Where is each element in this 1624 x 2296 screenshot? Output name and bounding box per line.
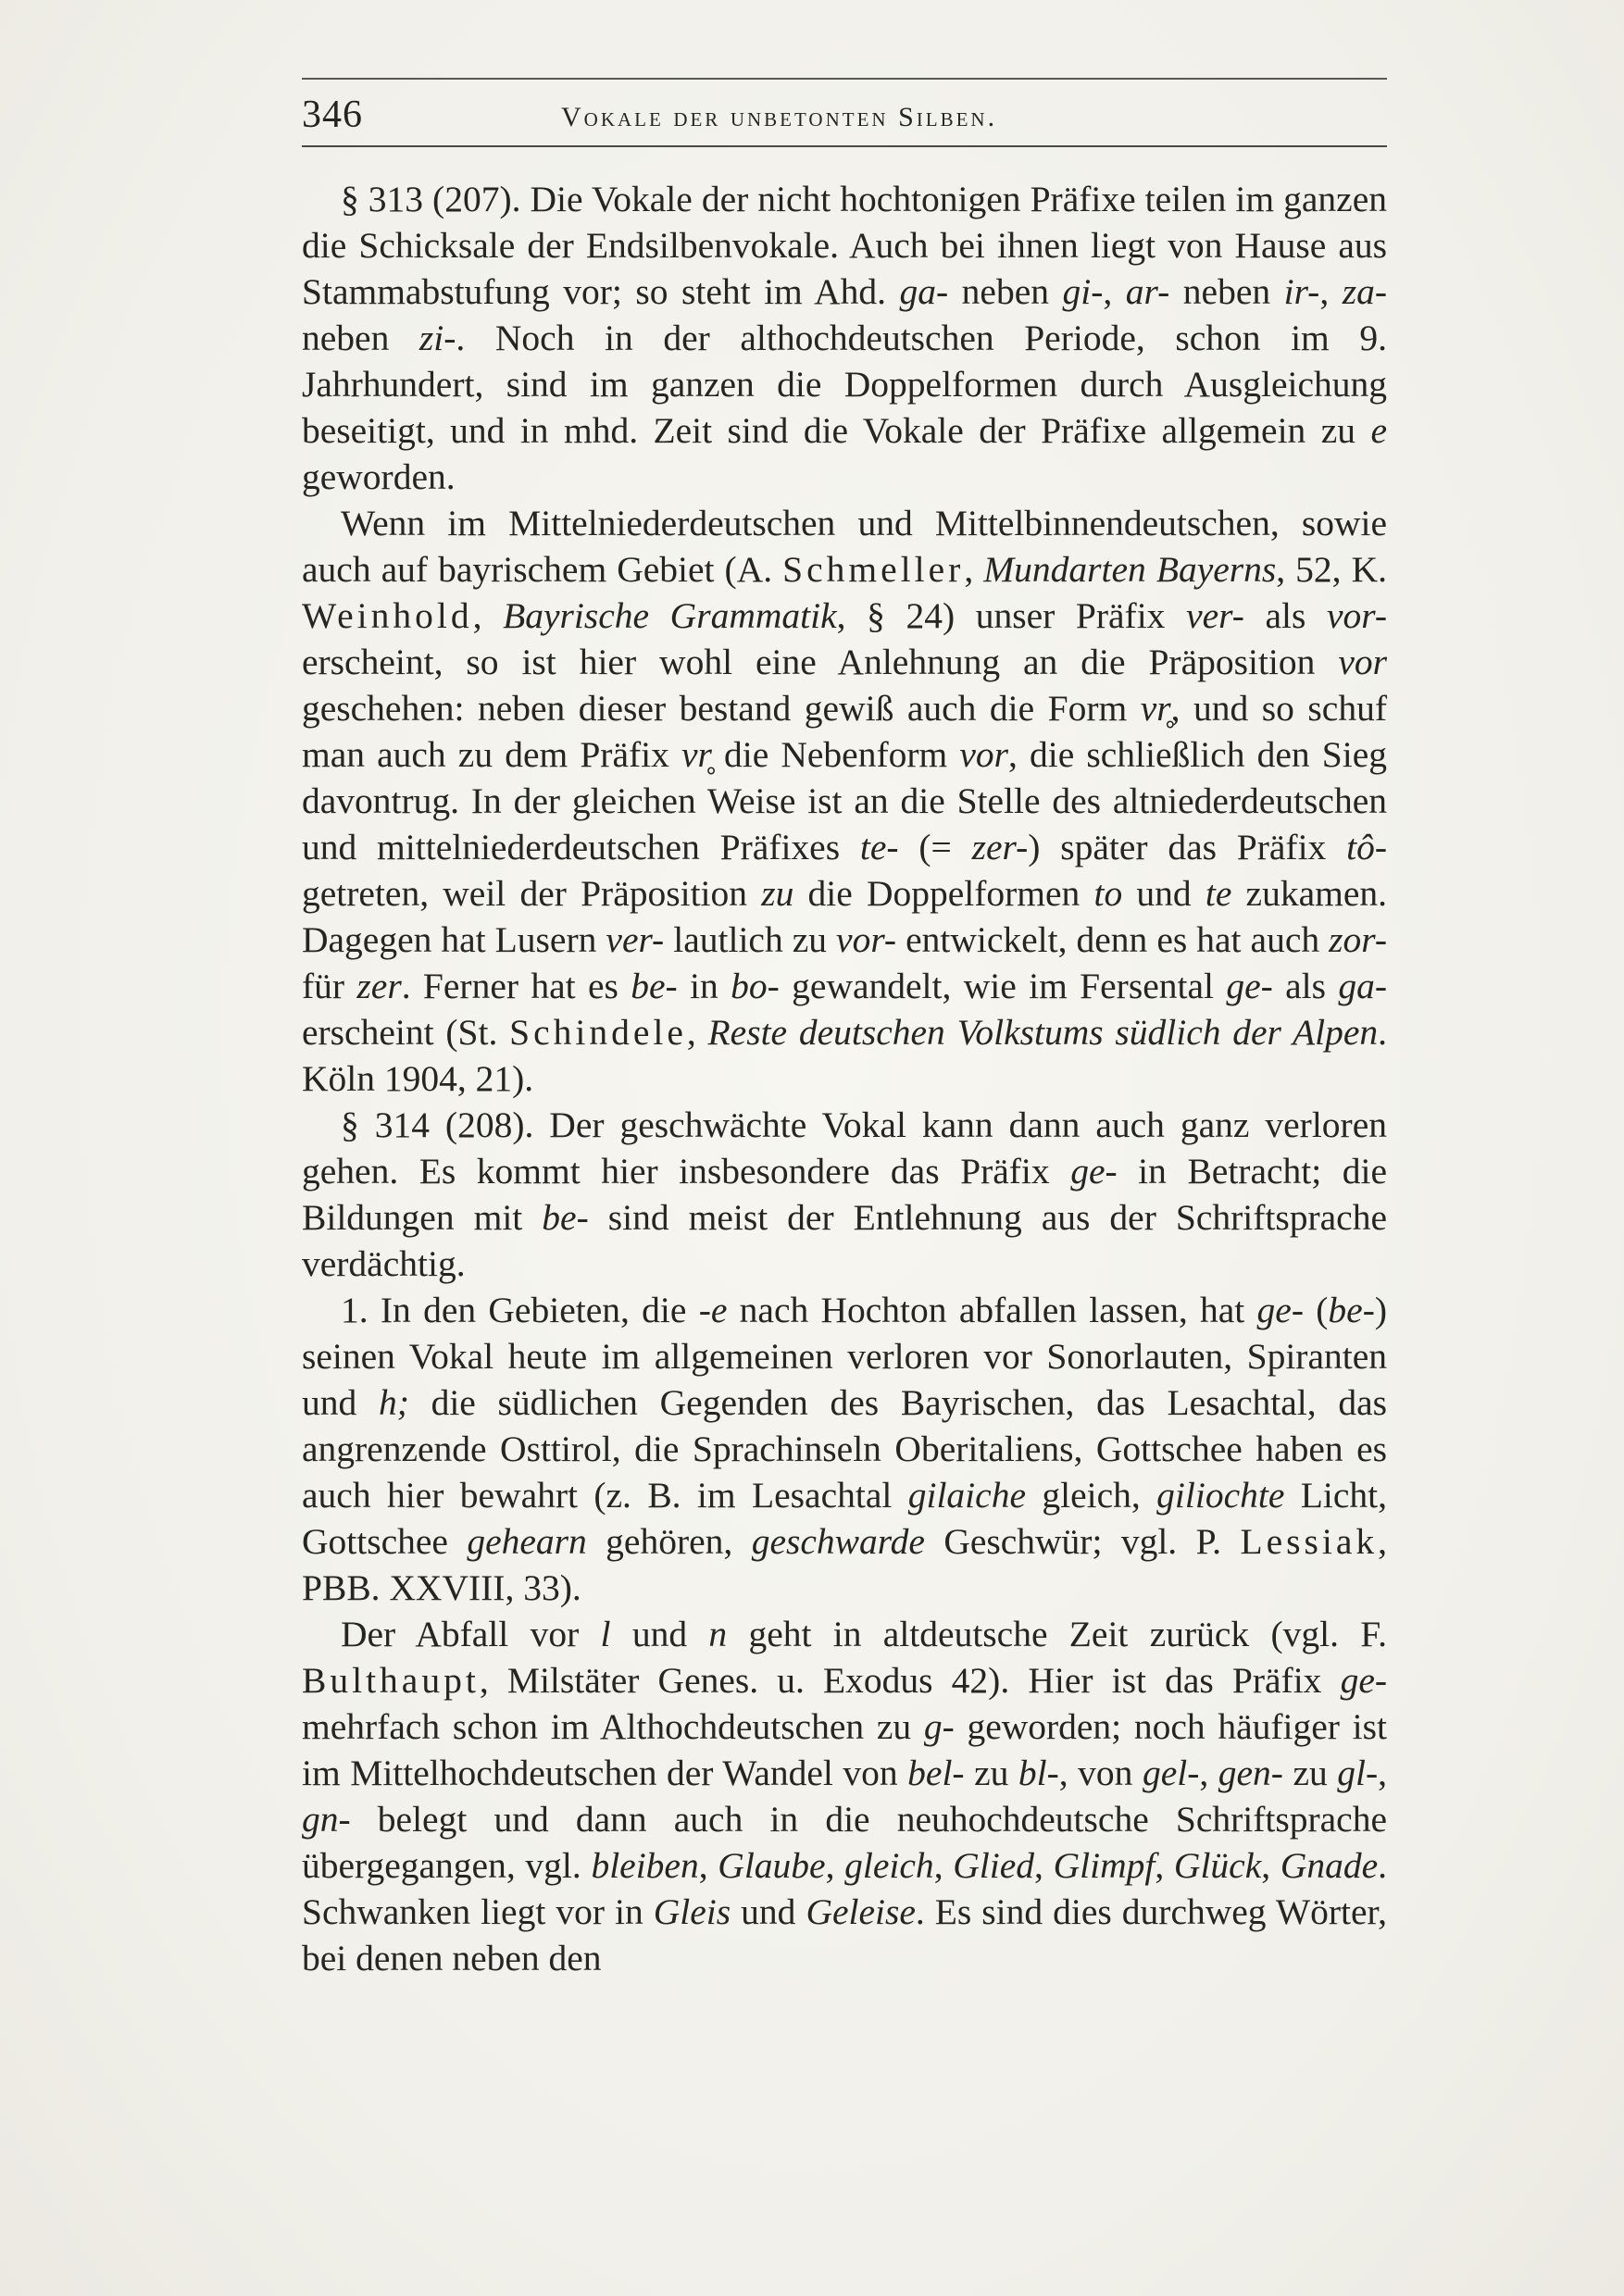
italic-term: vor bbox=[1338, 642, 1387, 682]
spaced-author-name: Lessiak bbox=[1240, 1521, 1379, 1562]
header-rule bbox=[302, 145, 1387, 147]
text-run: , PBB. XXVIII, 33). bbox=[302, 1521, 1387, 1608]
italic-term: Reste deutschen Volkstums südlich der Alpen bbox=[707, 1012, 1379, 1053]
italic-term: tô- bbox=[1346, 827, 1388, 867]
text-run: zu bbox=[1282, 1753, 1338, 1793]
paragraph bbox=[302, 500, 1387, 1102]
italic-term: e bbox=[1370, 410, 1387, 451]
text-run: . Schwanken liegt vor in bbox=[302, 1845, 1388, 1932]
text-run: , bbox=[472, 595, 504, 636]
top-rule bbox=[302, 78, 1387, 80]
italic-term: vr̥ bbox=[1140, 688, 1171, 729]
italic-term: gl- bbox=[1337, 1753, 1379, 1793]
text-run: zu bbox=[964, 1753, 1018, 1793]
italic-term: Glied bbox=[953, 1845, 1035, 1886]
text-run: geht in altdeutsche Zeit zurück (vgl. F. bbox=[727, 1614, 1387, 1654]
italic-term: Glaube bbox=[718, 1845, 826, 1886]
text-run: , bbox=[825, 1845, 845, 1886]
italic-term: Glück bbox=[1173, 1845, 1262, 1886]
italic-term: ge- bbox=[1340, 1660, 1387, 1701]
text-run: , bbox=[1378, 1753, 1388, 1793]
text-run: für bbox=[302, 966, 357, 1006]
italic-term: h; bbox=[378, 1382, 409, 1423]
text-run: . Ferner hat es bbox=[401, 966, 631, 1006]
italic-term: bel- bbox=[907, 1753, 965, 1793]
text-run: , bbox=[1199, 1753, 1218, 1793]
text-run: 1. In den Gebieten, die bbox=[341, 1290, 699, 1330]
italic-term: ver- bbox=[606, 919, 665, 960]
text-run: § 314 (208). Der geschwächte Vokal kann dann auch ganz verloren gehen. Es kommt hier insbesondere das Präfix bbox=[302, 1104, 1387, 1192]
running-head: Vokale der unbetonten Silben. bbox=[561, 102, 998, 132]
text-run: , bbox=[1103, 271, 1126, 312]
italic-term: vor bbox=[959, 734, 1009, 775]
text-run: nach Hochton abfallen lassen, hat bbox=[727, 1290, 1257, 1330]
text-run: , Milstäter Genes. u. Exodus 42). Hier ist das Präfix bbox=[479, 1660, 1341, 1701]
italic-term: bo- bbox=[731, 966, 780, 1006]
spaced-author-name: Bulthaupt bbox=[302, 1660, 480, 1701]
text-run: in Betracht; die Bildungen mit bbox=[302, 1151, 1388, 1238]
italic-term: geschwarde bbox=[751, 1521, 925, 1562]
paragraph bbox=[302, 1287, 1387, 1611]
italic-term: gilaiche bbox=[907, 1475, 1026, 1516]
text-run: Licht, Gottschee bbox=[302, 1475, 1387, 1562]
body-text bbox=[302, 176, 1387, 1981]
italic-term: to bbox=[1093, 873, 1123, 914]
italic-term: zi- bbox=[418, 318, 456, 358]
text-run: . Noch in der althochdeutschen Periode, schon im 9. Jahrhundert, sind im ganzen die Doppelformen durch Ausgleichung beseitigt, und in mhd. Zeit sind die Vokale der Präfixe allgemein zu bbox=[302, 318, 1387, 451]
italic-term: ga- bbox=[899, 271, 949, 312]
text-run: Der Abfall vor bbox=[341, 1614, 601, 1654]
text-run: als bbox=[1272, 966, 1339, 1006]
text-run: , bbox=[1319, 271, 1343, 312]
text-run: zukamen. Dagegen hat Lusern bbox=[302, 873, 1387, 960]
text-run: . Es sind dies durchweg Wörter, bei denen neben den bbox=[302, 1891, 1387, 1978]
text-run: gleich, bbox=[1025, 1475, 1157, 1516]
text-run: und bbox=[610, 1614, 709, 1654]
italic-term: n bbox=[708, 1614, 728, 1654]
text-run: Geschwür; vgl. P. bbox=[924, 1521, 1241, 1562]
text-run: und bbox=[731, 1891, 806, 1932]
italic-term: bleiben bbox=[591, 1845, 699, 1886]
text-run: , von bbox=[1058, 1753, 1143, 1793]
italic-term: gen- bbox=[1218, 1753, 1283, 1793]
paragraph bbox=[302, 1102, 1387, 1287]
text-run: , bbox=[964, 549, 984, 590]
italic-term: ver- bbox=[1186, 595, 1244, 636]
italic-term: za- bbox=[1342, 271, 1387, 312]
italic-term: vr̥ bbox=[681, 734, 712, 775]
text-run: (= bbox=[898, 827, 972, 867]
italic-term: be- bbox=[1328, 1290, 1375, 1330]
text-run: und bbox=[1122, 873, 1206, 914]
italic-term: Gnade bbox=[1280, 1845, 1379, 1886]
text-run: gehören, bbox=[586, 1521, 752, 1562]
italic-term: giliochte bbox=[1156, 1475, 1285, 1516]
spaced-author-name: Weinhold bbox=[302, 595, 473, 636]
italic-term: vor- bbox=[836, 919, 897, 960]
text-run: in bbox=[677, 966, 731, 1006]
text-run: . Köln 1904, 21). bbox=[302, 1012, 1387, 1099]
italic-term: Mundarten Bayerns bbox=[983, 549, 1277, 590]
text-run: , bbox=[933, 1845, 954, 1886]
italic-term: -e bbox=[698, 1290, 728, 1330]
text-run: erscheint, so ist hier wohl eine Anlehnung an die Präposition bbox=[302, 642, 1339, 682]
italic-term: ar- bbox=[1125, 271, 1170, 312]
text-run: , bbox=[686, 1012, 708, 1053]
italic-term: zor- bbox=[1329, 919, 1387, 960]
italic-term: ir- bbox=[1283, 271, 1320, 312]
spaced-author-name: Schmeller bbox=[782, 549, 965, 590]
text-run: , bbox=[698, 1845, 718, 1886]
text-run: lautlich zu bbox=[664, 919, 837, 960]
text-run: neben bbox=[1169, 271, 1284, 312]
text-run: neben bbox=[302, 318, 419, 358]
text-run: geworden; noch häufiger ist im Mittelhochdeutschen der Wandel von bbox=[302, 1706, 1387, 1793]
italic-term: zu bbox=[761, 873, 794, 914]
text-run: , bbox=[1155, 1845, 1174, 1886]
italic-term: vor- bbox=[1326, 595, 1388, 636]
italic-term: bl- bbox=[1018, 1753, 1059, 1793]
italic-term: Bayrische Grammatik bbox=[503, 595, 837, 636]
text-run: sind meist der Entlehnung aus der Schriftsprache verdächtig. bbox=[302, 1197, 1388, 1284]
text-run: die Doppelformen bbox=[793, 873, 1094, 914]
italic-term: ge- bbox=[1070, 1151, 1118, 1192]
italic-term: gi- bbox=[1062, 271, 1104, 312]
text-run: ( bbox=[1303, 1290, 1329, 1330]
italic-term: gel- bbox=[1142, 1753, 1200, 1793]
text-run: geschehen: neben dieser bestand gewiß auch die Form bbox=[302, 688, 1141, 729]
text-run: erscheint (St. bbox=[302, 1012, 510, 1053]
italic-term: zer bbox=[356, 966, 402, 1006]
italic-term: Glimpf bbox=[1053, 1845, 1156, 1886]
text-run: ) später das Präfix bbox=[1028, 827, 1347, 867]
text-run: als bbox=[1243, 595, 1327, 636]
text-run: geworden. bbox=[302, 456, 456, 497]
italic-term: gleich bbox=[844, 1845, 934, 1886]
text-run: neben bbox=[948, 271, 1063, 312]
italic-term: l bbox=[600, 1614, 611, 1654]
text-run: , bbox=[1034, 1845, 1054, 1886]
text-run: Wenn im Mittelniederdeutschen und Mittelbinnendeutschen, sowie auch auf bayrischem Gebiet (A. bbox=[302, 503, 1387, 590]
italic-term: te bbox=[1205, 873, 1232, 914]
italic-term: gn- bbox=[302, 1799, 351, 1840]
text-run: gewandelt, wie im Fersental bbox=[779, 966, 1227, 1006]
page-number: 346 bbox=[302, 94, 363, 136]
italic-term: ge- bbox=[1256, 1290, 1304, 1330]
text-run: § 313 (207). bbox=[341, 179, 531, 219]
italic-term: be- bbox=[542, 1197, 589, 1238]
paragraph bbox=[302, 1611, 1387, 1981]
text-run: , bbox=[1261, 1845, 1280, 1886]
text-run: mehrfach schon im Althochdeutschen zu bbox=[302, 1706, 924, 1747]
italic-term: Geleise bbox=[806, 1891, 916, 1932]
text-run: entwickelt, denn es hat auch bbox=[896, 919, 1330, 960]
text-run: , § 24) unser Präfix bbox=[836, 595, 1187, 636]
page-header bbox=[302, 93, 1387, 139]
italic-term: ga- bbox=[1338, 966, 1387, 1006]
text-run: getreten, weil der Präposition bbox=[302, 873, 762, 914]
text-run: die südlichen Gegenden des Bayrischen, das Lesachtal, das angrenzende Osttirol, die Sprachinseln Oberitaliens, Gottschee haben es auch hier bewahrt (z. B. im Lesachtal bbox=[302, 1382, 1388, 1516]
spaced-author-name: Schindele bbox=[509, 1012, 687, 1053]
italic-term: te- bbox=[859, 827, 899, 867]
italic-term: g- bbox=[923, 1706, 955, 1747]
text-run: belegt und dann auch in die neuhochdeutsche Schriftsprache übergegangen, vgl. bbox=[302, 1799, 1387, 1886]
text-run: , 52, K. bbox=[1276, 549, 1387, 590]
text-run: die Nebenform bbox=[711, 734, 960, 775]
italic-term: gehearn bbox=[467, 1521, 587, 1562]
text-run: , die schließlich den Sieg davontrug. In der gleichen Weise ist an die Stelle des altniederdeutschen und mittelniederdeutschen Präfixes bbox=[302, 734, 1387, 867]
text-run: , und so schuf man auch zu dem Präfix bbox=[302, 688, 1387, 775]
italic-term: Gleis bbox=[653, 1891, 731, 1932]
italic-term: be- bbox=[631, 966, 678, 1006]
text-run: ) seinen Vokal heute im allgemeinen verloren vor Sonorlauten, Spiranten und bbox=[302, 1290, 1387, 1423]
italic-term: ge- bbox=[1226, 966, 1273, 1006]
paragraph bbox=[302, 176, 1387, 500]
text-run: Die Vokale der nicht hochtonigen Präfixe teilen im ganzen die Schicksale der Endsilbenvokale. Auch bei ihnen liegt von Hause aus Stammabstufung vor; so steht im Ahd. bbox=[302, 179, 1387, 312]
italic-term: zer- bbox=[971, 827, 1029, 867]
